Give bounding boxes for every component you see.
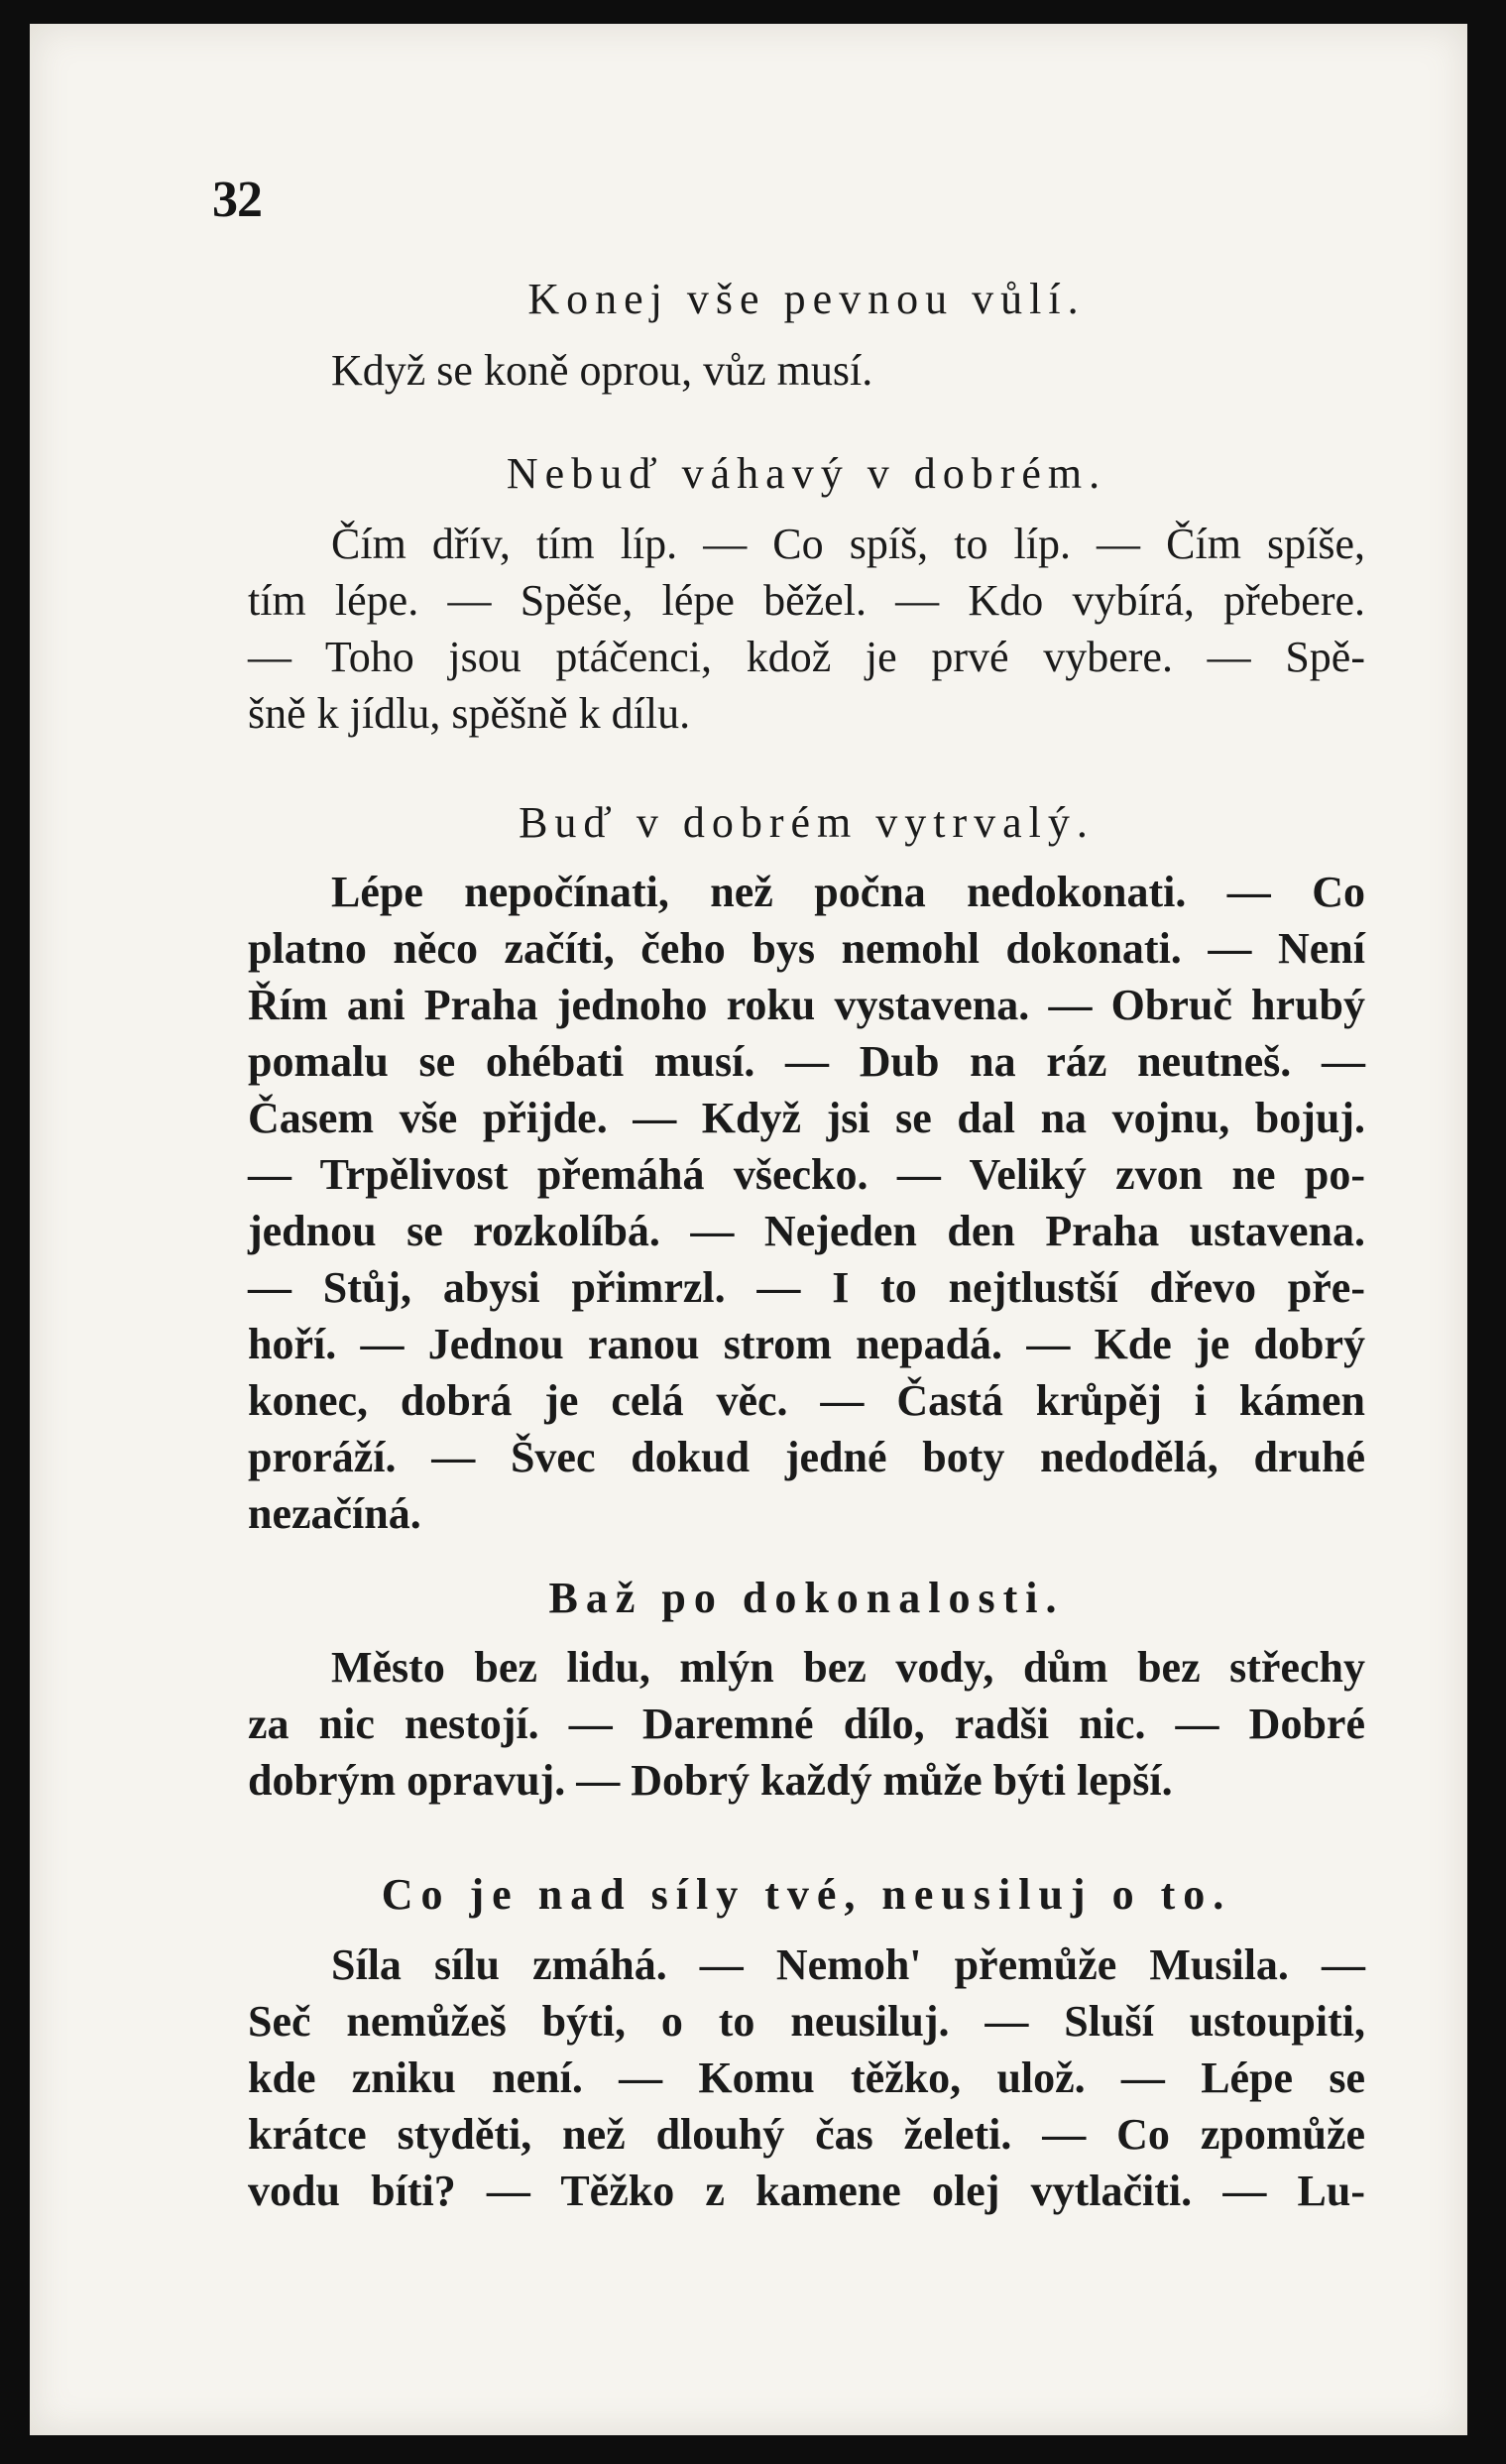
section-heading-persistence: Buď v dobrém vytrvalý. — [519, 798, 1095, 847]
body-line: — Stůj, abysi přimrzl. — I to nejtlustší dřevo pře- — [248, 1263, 1365, 1312]
body-line: — Trpělivost přemáhá všecko. — Veliký zvon ne po- — [248, 1150, 1365, 1199]
body-line: pomalu se ohébati musí. — Dub na ráz neutneš. — — [248, 1037, 1365, 1086]
body-line: hoří. — Jednou ranou strom nepadá. — Kde je dobrý — [248, 1320, 1365, 1368]
body-line: Časem vše přijde. — Když jsi se dal na vojnu, bojuj. — [248, 1094, 1365, 1142]
section-heading-willpower: Konej vše pevnou vůlí. — [527, 275, 1086, 323]
section-heading-strength: Co je nad síly tvé, neusiluj o to. — [381, 1870, 1232, 1919]
body-line: Lépe nepočínati, než počna nedokonati. — Co — [331, 868, 1365, 916]
body-line: šně k jídlu, spěšně k dílu. — [248, 689, 691, 738]
page-number: 32 — [212, 172, 262, 228]
body-line: za nic nestojí. — Daremné dílo, radši nic. — Dobré — [248, 1700, 1365, 1748]
body-line: Řím ani Praha jednoho roku vystavena. — Obruč hrubý — [248, 981, 1365, 1029]
body-line: Když se koně oprou, vůz musí. — [331, 346, 873, 395]
body-line: krátce styděti, než dlouhý čas želeti. — Co zpomůže — [248, 2110, 1365, 2159]
body-line: konec, dobrá je celá věc. — Častá krůpěj i kámen — [248, 1376, 1365, 1425]
body-line: Čím dřív, tím líp. — Co spíš, to líp. — Čím spíše, — [331, 520, 1365, 568]
section-heading-perfection: Baž po dokonalosti. — [548, 1574, 1065, 1622]
body-line: kde zniku není. — Komu těžko, ulož. — Lépe se — [248, 2053, 1365, 2102]
body-line: tím lépe. — Spěše, lépe běžel. — Kdo vybírá, přebere. — [248, 576, 1365, 625]
body-line: proráží. — Švec dokud jedné boty nedodělá, druhé — [248, 1433, 1365, 1481]
body-line: vodu bíti? — Těžko z kamene olej vytlačiti. — Lu- — [248, 2167, 1365, 2215]
body-line: dobrým opravuj. — Dobrý každý může býti lepší. — [248, 1756, 1173, 1805]
body-line: Město bez lidu, mlýn bez vody, dům bez střechy — [331, 1643, 1365, 1692]
body-line: nezačíná. — [248, 1489, 421, 1538]
body-line: Seč nemůžeš býti, o to neusiluj. — Sluší ustoupiti, — [248, 1997, 1365, 2046]
body-line: Síla sílu zmáhá. — Nemoh' přemůže Musila. — — [331, 1940, 1365, 1989]
body-line: jednou se rozkolíbá. — Nejeden den Praha ustavena. — [248, 1207, 1365, 1255]
body-line: platno něco začíti, čeho bys nemohl dokonati. — Není — [248, 924, 1365, 973]
section-heading-hesitation: Nebuď váhavý v dobrém. — [506, 449, 1107, 498]
body-line: — Toho jsou ptáčenci, kdož je prvé vybere. — Spě- — [248, 633, 1365, 681]
